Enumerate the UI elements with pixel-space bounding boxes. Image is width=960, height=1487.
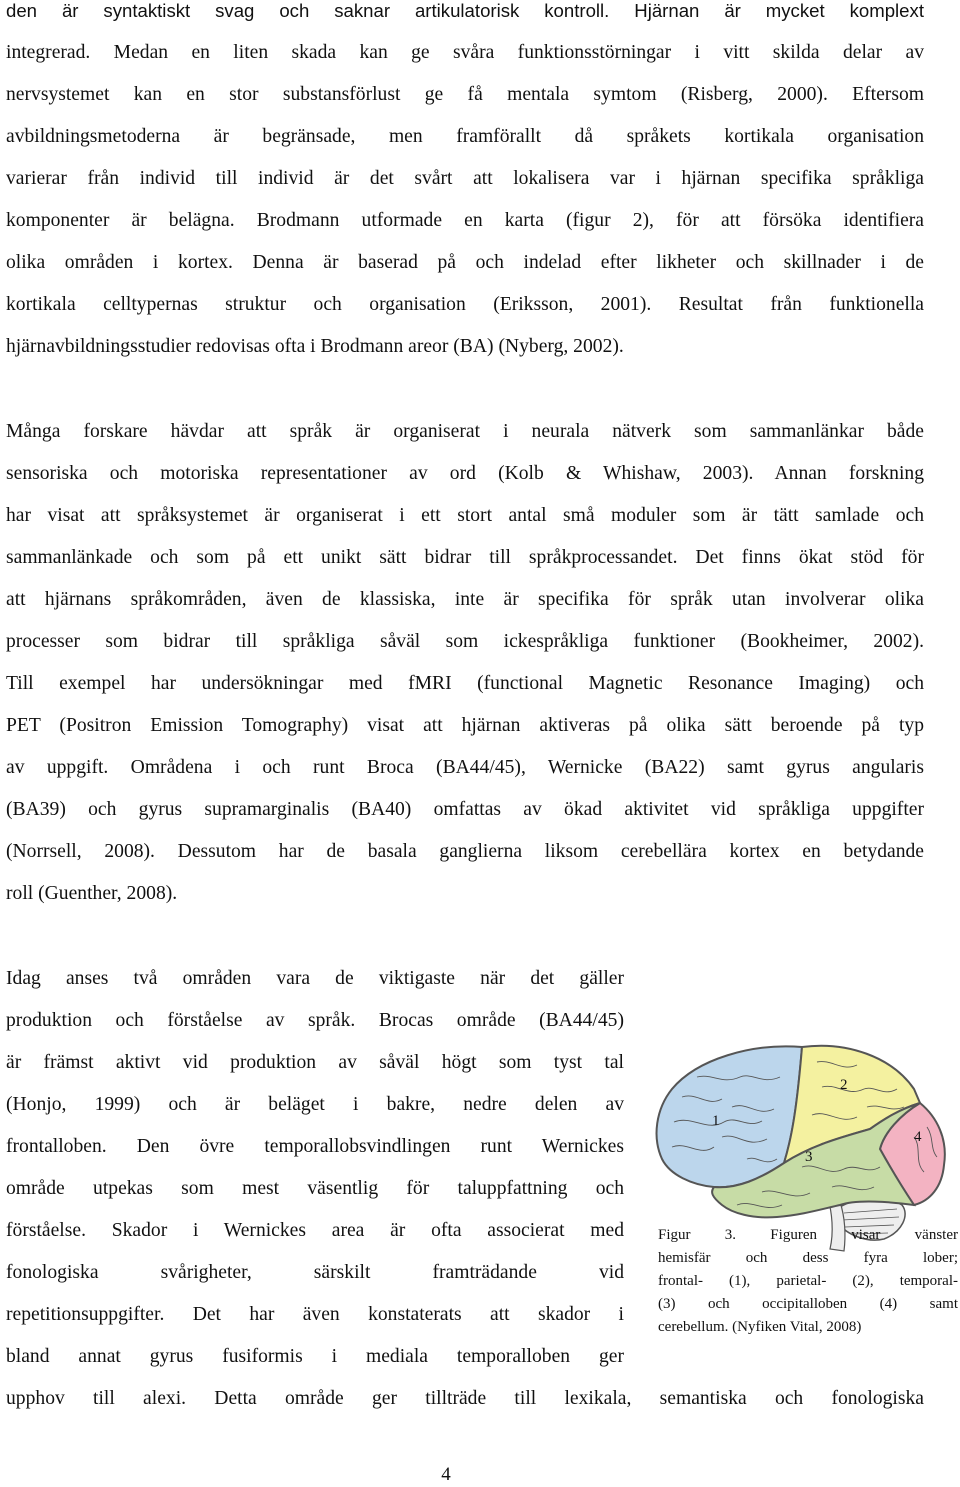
text-line: förståelse. Skador i Wernickes area är ofta associerat med [6, 1220, 624, 1241]
text-line: Till exempel har undersökningar med fMRI (functional Magnetic Resonance Imaging) och [6, 673, 924, 694]
text-line: kortikala celltypernas struktur och organisation (Eriksson, 2001). Resultat från funktionella [6, 294, 924, 315]
label-occipital: 4 [914, 1129, 922, 1145]
text-line: sensoriska och motoriska representationer av ord (Kolb & Whishaw, 2003). Annan forskning [6, 463, 924, 484]
text-line: olika områden i kortex. Denna är baserad på och indelad efter likheter och skillnader i de [6, 252, 924, 273]
caption-line: (3) och occipitalloben (4) samt [658, 1296, 958, 1312]
text-line: fonologiska svårigheter, särskilt framträdande vid [6, 1262, 624, 1283]
text-line: Idag anses två områden vara de viktigaste när det gäller [6, 968, 624, 989]
text-line: Många forskare hävdar att språk är organiserat i neurala nätverk som sammanlänkar både [6, 421, 924, 442]
text-line: bland annat gyrus fusiformis i mediala temporalloben ger [6, 1346, 624, 1367]
page-number: 4 [441, 1464, 451, 1485]
text-line: frontalloben. Den övre temporallobsvindlingen runt Wernickes [6, 1136, 624, 1157]
text-line: avbildningsmetoderna är begränsade, men framförallt då språkets kortikala organisation [6, 126, 924, 147]
text-line: hjärnavbildningsstudier redovisas ofta i Brodmann areor (BA) (Nyberg, 2002). [6, 336, 624, 357]
text-line: har visat att språksystemet är organiserat i ett stort antal små moduler som är tätt samlade och [6, 505, 924, 526]
text-line: komponenter är belägna. Brodmann utformade en karta (figur 2), för att försöka identifiera [6, 210, 924, 231]
caption-line: cerebellum. (Nyfiken Vital, 2008) [658, 1319, 862, 1335]
text-line: processer som bidrar till språkliga såväl som ickespråkliga funktioner (Bookheimer, 2002). [6, 631, 924, 652]
label-temporal: 3 [805, 1149, 813, 1165]
text-line: (BA39) och gyrus supramarginalis (BA40) omfattas av ökad aktivitet vid språkliga uppgifter [6, 799, 924, 820]
text-line: sammanlänkade och som på ett unikt sätt bidrar till språkprocessandet. Det finns ökat stöd för [6, 547, 924, 568]
text-line: varierar från individ till individ är det svårt att lokalisera var i hjärnan specifika språkliga [6, 168, 924, 189]
text-line: av uppgift. Områdena i och runt Broca (BA44/45), Wernicke (BA22) samt gyrus angularis [6, 757, 924, 778]
text-line: nervsystemet kan en stor substansförlust ge få mentala symtom (Risberg, 2000). Eftersom [6, 84, 924, 105]
figure-caption [658, 1224, 958, 1339]
text-line: produktion och förståelse av språk. Brocas område (BA44/45) [6, 1010, 624, 1031]
text-line: att hjärnans språkområden, även de klassiska, inte är specifika för språk utan involverar olika [6, 589, 924, 610]
text-line: (Norrsell, 2008). Dessutom har de basala ganglierna liksom cerebellära kortex en betydande [6, 841, 924, 862]
text-line: repetitionsuppgifter. Det har även konstaterats att skador i [6, 1304, 624, 1325]
text-line: (Honjo, 1999) och är beläget i bakre, nedre delen av [6, 1094, 624, 1115]
text-line: roll (Guenther, 2008). [6, 883, 178, 904]
caption-line: Figur 3. Figuren visar vänster [658, 1227, 958, 1243]
text-line: är främst aktivt vid produktion av såväl högt som tyst tal [6, 1052, 624, 1073]
text-line: PET (Positron Emission Tomography) visat att hjärnan aktiveras på olika sätt beroende på typ [6, 715, 924, 736]
label-frontal: 1 [712, 1113, 720, 1129]
caption-line: frontal- (1), parietal- (2), temporal- [658, 1273, 958, 1289]
text-line: integrerad. Medan en liten skada kan ge svåra funktionsstörningar i vitt skilda delar av [6, 42, 924, 63]
text-line: område utpekas som mest väsentlig för taluppfattning och [6, 1178, 624, 1199]
text-line: upphov till alexi. Detta område ger tillträde till lexikala, semantiska och fonologiska [6, 1388, 924, 1409]
text-line: den är syntaktiskt svag och saknar artikulatorisk kontroll. Hjärnan är mycket komplext [6, 0, 924, 21]
label-parietal: 2 [840, 1077, 848, 1093]
caption-line: hemisfär och dess fyra lober; [658, 1250, 958, 1266]
